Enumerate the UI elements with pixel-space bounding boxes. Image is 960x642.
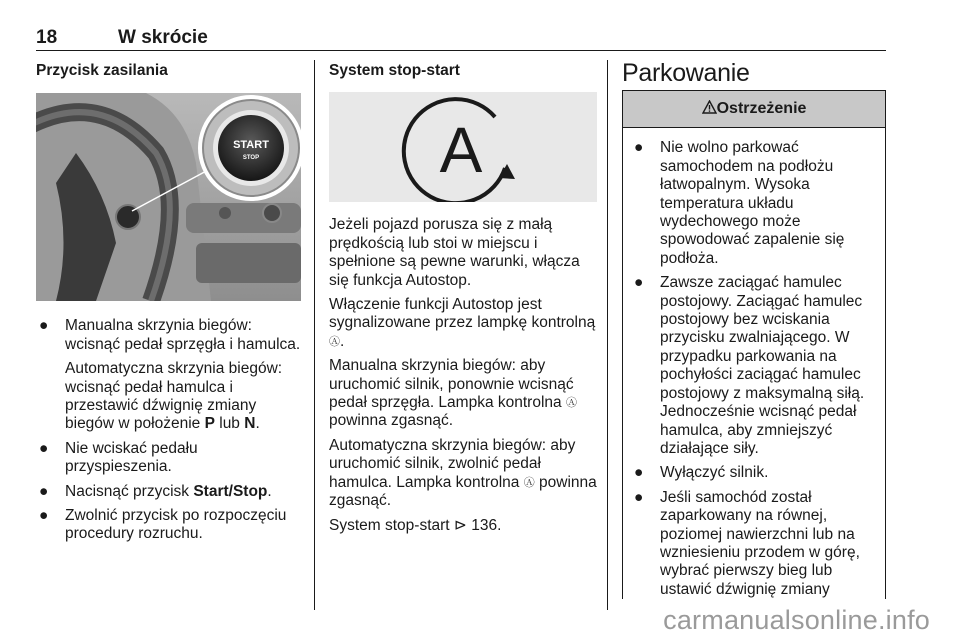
paragraph <box>329 357 597 431</box>
list-item-text: Zawsze zaciągać hamulec postojowy. Zaciągać hamulec postojowy bez wciskania przycisku zwalniającego. W przypadku parkowania na pochyłości zaciągać hamulec postojowy z maksymalną siłą. Jednocześnie wcisnąć pedał hamulca, aby zmniejszyć działające siły. <box>660 274 865 457</box>
bullet: ● <box>39 439 49 457</box>
gear-position-n: N <box>244 415 256 433</box>
section-heading: Przycisk zasilania <box>36 62 168 79</box>
list-item-text: Nie wciskać pedału przyspieszenia. <box>65 439 198 476</box>
bullet: ● <box>39 317 49 335</box>
list-item-text: Zwolnić przycisk po rozpoczęciu procedury rozruchu. <box>65 507 287 543</box>
autostop-indicator-icon: Ⓐ <box>329 335 340 348</box>
list-item <box>36 483 301 501</box>
autostop-icon-figure <box>329 92 597 202</box>
list-item <box>631 139 877 268</box>
bullet: ● <box>634 139 644 157</box>
warning-box <box>622 90 886 599</box>
list-item-text: Wyłączyć silnik. <box>660 464 769 482</box>
page-reference-arrow-icon: ⊳ <box>453 516 467 534</box>
list-item <box>631 274 877 458</box>
list-item-text: . <box>267 482 272 500</box>
paragraph-text: powinna zgasnąć. <box>329 412 454 430</box>
list-item <box>36 507 301 544</box>
section-heading: System stop-start <box>329 62 460 79</box>
paragraph-text: Manualna skrzynia biegów: aby uruchomić silnik, ponownie wcisnąć pedał sprzęgła. Lampka kontrolna <box>329 357 574 412</box>
list-item-text: lub <box>214 415 245 433</box>
page-reference-number[interactable]: 136. <box>471 516 502 534</box>
list-item <box>36 440 301 477</box>
list-item-text: Nacisnąć przycisk <box>65 482 194 500</box>
warning-header <box>623 91 885 128</box>
autostop-indicator-icon: Ⓐ <box>565 397 577 410</box>
bullet: ● <box>634 464 644 482</box>
page-number: 18 <box>36 27 58 48</box>
start-stop-term: Start/Stop <box>193 482 268 500</box>
autostop-icon <box>329 92 593 202</box>
page-header <box>36 24 886 51</box>
warning-triangle-icon <box>702 100 717 114</box>
warning-body <box>623 128 885 599</box>
paragraph: Jeżeli pojazd porusza się z małą prędkością lub stoi w miejscu i spełnione są pewne warunki, włącza się funkcja Autostop. <box>329 216 580 289</box>
bullet: ● <box>634 488 644 506</box>
autostop-indicator-icon: Ⓐ <box>523 476 535 489</box>
page-title: W skrócie <box>118 27 208 48</box>
warning-title: Ostrzeżenie <box>716 100 807 118</box>
reference-text: System stop-start <box>329 516 450 534</box>
paragraph-text: Automatyczna skrzynia biegów: aby uruchomić silnik, zwolnić pedał hamulca. Lampka kontrolna <box>329 436 576 491</box>
paragraph: Włączenie funkcji Autostop jest sygnalizowane przez lampkę kontrolną Ⓐ. <box>329 296 596 350</box>
list-item <box>631 464 877 482</box>
bullet: ● <box>39 482 49 500</box>
dashboard-start-button-photo <box>36 93 301 301</box>
column-power-button <box>36 62 301 550</box>
list-item <box>631 489 877 599</box>
autostop-letter: A <box>439 114 483 187</box>
list-item-text: Automatyczna skrzynia biegów: wcisnąć pedał hamulca i przestawić dźwignię zmiany biegów w położenie <box>65 360 283 433</box>
paragraph-text: powinna zgasnąć. <box>329 473 597 510</box>
column-parking <box>622 59 886 605</box>
gear-position-p: P <box>204 415 215 433</box>
stop-button-label: STOP <box>242 155 260 162</box>
paragraph-text: Włączenie funkcji Autostop jest sygnalizowane przez lampkę kontrolną <box>329 296 596 332</box>
column-divider <box>314 60 315 610</box>
column-stop-start <box>329 62 597 541</box>
watermark: carmanualsonline.info <box>663 605 930 635</box>
list-item-continuation <box>36 360 301 434</box>
cross-reference[interactable] <box>329 517 597 535</box>
list-item-text: Jeśli samochód został zaparkowany na równej, poziomej nawierzchni lub na wzniesieniu przodem w górę, wybrać pierwszy bieg lub ustawić dźwignię zmiany <box>660 488 860 598</box>
list-item-text: . <box>255 415 260 433</box>
dashboard-illustration <box>36 93 301 301</box>
bullet: ● <box>634 274 644 292</box>
list-item-text: Manualna skrzynia biegów: wcisnąć pedał sprzęgła i hamulca. <box>65 317 301 353</box>
section-title: Parkowanie <box>622 59 750 87</box>
column-divider <box>607 60 608 610</box>
paragraph <box>329 437 597 511</box>
bullet: ● <box>39 507 49 525</box>
list-item <box>36 317 301 354</box>
list-item-text: Nie wolno parkować samochodem na podłożu łatwopalnym. Wysoka temperatura układu wydechowego może spowodować zapalenie się podłoża. <box>660 139 845 267</box>
start-button-label: START <box>233 139 269 152</box>
